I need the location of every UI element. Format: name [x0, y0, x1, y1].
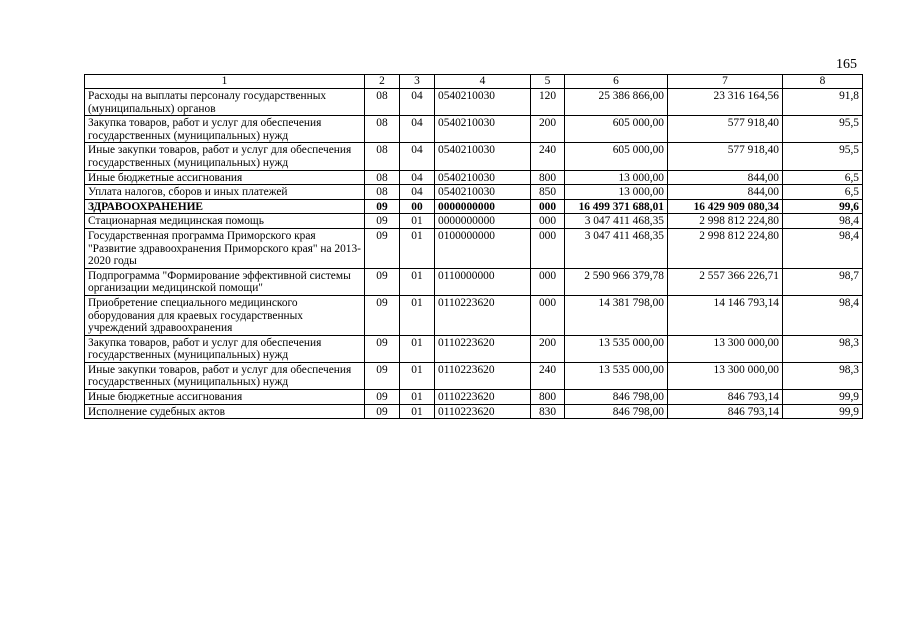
- expense-type-cell: 200: [531, 335, 565, 362]
- page-number: 165: [836, 57, 857, 72]
- target-article-cell: 0110223620: [435, 335, 531, 362]
- actual-amount-cell: 23 316 164,56: [668, 89, 783, 116]
- target-article-cell: 0540210030: [435, 143, 531, 170]
- section-code-cell: 09: [365, 390, 400, 405]
- planned-amount-cell: 605 000,00: [565, 143, 668, 170]
- table-row: [85, 143, 863, 170]
- subsection-code-cell: 01: [400, 390, 435, 405]
- column-header: 2: [365, 75, 400, 89]
- planned-amount-cell: 13 000,00: [565, 185, 668, 200]
- execution-percent-cell: 98,3: [783, 335, 863, 362]
- table-row: [85, 89, 863, 116]
- execution-percent-cell: 99,9: [783, 390, 863, 405]
- column-header: 8: [783, 75, 863, 89]
- planned-amount-cell: 3 047 411 468,35: [565, 214, 668, 229]
- execution-percent-cell: 95,5: [783, 116, 863, 143]
- expense-type-cell: 830: [531, 404, 565, 419]
- actual-amount-cell: 16 429 909 080,34: [668, 199, 783, 214]
- actual-amount-cell: 2 998 812 224,80: [668, 214, 783, 229]
- planned-amount-cell: 16 499 371 688,01: [565, 199, 668, 214]
- execution-percent-cell: 98,4: [783, 214, 863, 229]
- target-article-cell: 0540210030: [435, 116, 531, 143]
- actual-amount-cell: 846 793,14: [668, 404, 783, 419]
- execution-percent-cell: 99,9: [783, 404, 863, 419]
- subsection-code-cell: 01: [400, 268, 435, 295]
- planned-amount-cell: 13 535 000,00: [565, 362, 668, 389]
- item-name-cell: Иные бюджетные ассигнования: [85, 390, 365, 405]
- expense-type-cell: 000: [531, 199, 565, 214]
- expense-type-cell: 000: [531, 268, 565, 295]
- expense-type-cell: 240: [531, 143, 565, 170]
- item-name-cell: Приобретение специального медицинского оборудования для краевых государственных учреждений здравоохранения: [85, 295, 365, 335]
- execution-percent-cell: 91,8: [783, 89, 863, 116]
- target-article-cell: 0540210030: [435, 170, 531, 185]
- target-article-cell: 0000000000: [435, 199, 531, 214]
- table-row: [85, 228, 863, 268]
- actual-amount-cell: 2 998 812 224,80: [668, 228, 783, 268]
- execution-percent-cell: 95,5: [783, 143, 863, 170]
- planned-amount-cell: 846 798,00: [565, 404, 668, 419]
- item-name-cell: Иные закупки товаров, работ и услуг для обеспечения государственных (муниципальных) нужд: [85, 143, 365, 170]
- section-code-cell: 09: [365, 199, 400, 214]
- target-article-cell: 0540210030: [435, 185, 531, 200]
- planned-amount-cell: 25 386 866,00: [565, 89, 668, 116]
- section-code-cell: 09: [365, 362, 400, 389]
- target-article-cell: 0110223620: [435, 295, 531, 335]
- expense-type-cell: 240: [531, 362, 565, 389]
- item-name-cell: Исполнение судебных актов: [85, 404, 365, 419]
- subsection-code-cell: 01: [400, 362, 435, 389]
- section-code-cell: 08: [365, 116, 400, 143]
- section-code-cell: 09: [365, 268, 400, 295]
- expense-type-cell: 120: [531, 89, 565, 116]
- subsection-code-cell: 04: [400, 143, 435, 170]
- table-row: [85, 295, 863, 335]
- table-row: [85, 268, 863, 295]
- execution-percent-cell: 98,4: [783, 295, 863, 335]
- table-body: [85, 89, 863, 419]
- execution-percent-cell: 98,3: [783, 362, 863, 389]
- item-name-cell: Уплата налогов, сборов и иных платежей: [85, 185, 365, 200]
- execution-percent-cell: 6,5: [783, 185, 863, 200]
- subsection-code-cell: 04: [400, 170, 435, 185]
- subsection-code-cell: 04: [400, 89, 435, 116]
- item-name-cell: Стационарная медицинская помощь: [85, 214, 365, 229]
- execution-percent-cell: 6,5: [783, 170, 863, 185]
- execution-percent-cell: 99,6: [783, 199, 863, 214]
- actual-amount-cell: 2 557 366 226,71: [668, 268, 783, 295]
- actual-amount-cell: 13 300 000,00: [668, 362, 783, 389]
- column-header: 7: [668, 75, 783, 89]
- subsection-code-cell: 01: [400, 228, 435, 268]
- target-article-cell: 0000000000: [435, 214, 531, 229]
- item-name-cell: Иные бюджетные ассигнования: [85, 170, 365, 185]
- section-code-cell: 08: [365, 185, 400, 200]
- actual-amount-cell: 844,00: [668, 170, 783, 185]
- target-article-cell: 0110000000: [435, 268, 531, 295]
- item-name-cell: Расходы на выплаты персоналу государственных (муниципальных) органов: [85, 89, 365, 116]
- column-header: 4: [435, 75, 531, 89]
- item-name-cell: Закупка товаров, работ и услуг для обеспечения государственных (муниципальных) нужд: [85, 116, 365, 143]
- table-row: [85, 335, 863, 362]
- execution-percent-cell: 98,4: [783, 228, 863, 268]
- table-row: [85, 362, 863, 389]
- column-header: 5: [531, 75, 565, 89]
- expense-type-cell: 000: [531, 228, 565, 268]
- column-header: 3: [400, 75, 435, 89]
- item-name-cell: Иные закупки товаров, работ и услуг для обеспечения государственных (муниципальных) нужд: [85, 362, 365, 389]
- item-name-cell: Закупка товаров, работ и услуг для обеспечения государственных (муниципальных) нужд: [85, 335, 365, 362]
- target-article-cell: 0110223620: [435, 390, 531, 405]
- subsection-code-cell: 01: [400, 404, 435, 419]
- actual-amount-cell: 13 300 000,00: [668, 335, 783, 362]
- table-row: [85, 404, 863, 419]
- item-name-cell: Подпрограмма "Формирование эффективной системы организации медицинской помощи": [85, 268, 365, 295]
- target-article-cell: 0110223620: [435, 362, 531, 389]
- target-article-cell: 0110223620: [435, 404, 531, 419]
- target-article-cell: 0540210030: [435, 89, 531, 116]
- target-article-cell: 0100000000: [435, 228, 531, 268]
- column-header: 6: [565, 75, 668, 89]
- planned-amount-cell: 13 535 000,00: [565, 335, 668, 362]
- planned-amount-cell: 605 000,00: [565, 116, 668, 143]
- section-code-cell: 09: [365, 335, 400, 362]
- table-row: [85, 214, 863, 229]
- header-row: [85, 75, 863, 89]
- expense-type-cell: 000: [531, 214, 565, 229]
- table-row: [85, 199, 863, 214]
- planned-amount-cell: 3 047 411 468,35: [565, 228, 668, 268]
- section-code-cell: 09: [365, 295, 400, 335]
- planned-amount-cell: 846 798,00: [565, 390, 668, 405]
- table-row: [85, 390, 863, 405]
- subsection-code-cell: 04: [400, 185, 435, 200]
- expense-type-cell: 000: [531, 295, 565, 335]
- expense-type-cell: 800: [531, 170, 565, 185]
- subsection-code-cell: 04: [400, 116, 435, 143]
- section-code-cell: 08: [365, 170, 400, 185]
- subsection-code-cell: 01: [400, 295, 435, 335]
- column-header: 1: [85, 75, 365, 89]
- item-name-cell: ЗДРАВООХРАНЕНИЕ: [85, 199, 365, 214]
- subsection-code-cell: 01: [400, 214, 435, 229]
- table-row: [85, 170, 863, 185]
- table-row: [85, 185, 863, 200]
- section-code-cell: 09: [365, 214, 400, 229]
- planned-amount-cell: 2 590 966 379,78: [565, 268, 668, 295]
- subsection-code-cell: 00: [400, 199, 435, 214]
- table-row: [85, 116, 863, 143]
- expense-type-cell: 800: [531, 390, 565, 405]
- actual-amount-cell: 577 918,40: [668, 143, 783, 170]
- execution-percent-cell: 98,7: [783, 268, 863, 295]
- subsection-code-cell: 01: [400, 335, 435, 362]
- actual-amount-cell: 846 793,14: [668, 390, 783, 405]
- expense-type-cell: 850: [531, 185, 565, 200]
- budget-table: [84, 74, 863, 419]
- expense-type-cell: 200: [531, 116, 565, 143]
- item-name-cell: Государственная программа Приморского края "Развитие здравоохранения Приморского края" на 2013-2020 годы: [85, 228, 365, 268]
- planned-amount-cell: 14 381 798,00: [565, 295, 668, 335]
- actual-amount-cell: 14 146 793,14: [668, 295, 783, 335]
- section-code-cell: 08: [365, 143, 400, 170]
- section-code-cell: 08: [365, 89, 400, 116]
- section-code-cell: 09: [365, 404, 400, 419]
- actual-amount-cell: 844,00: [668, 185, 783, 200]
- section-code-cell: 09: [365, 228, 400, 268]
- actual-amount-cell: 577 918,40: [668, 116, 783, 143]
- planned-amount-cell: 13 000,00: [565, 170, 668, 185]
